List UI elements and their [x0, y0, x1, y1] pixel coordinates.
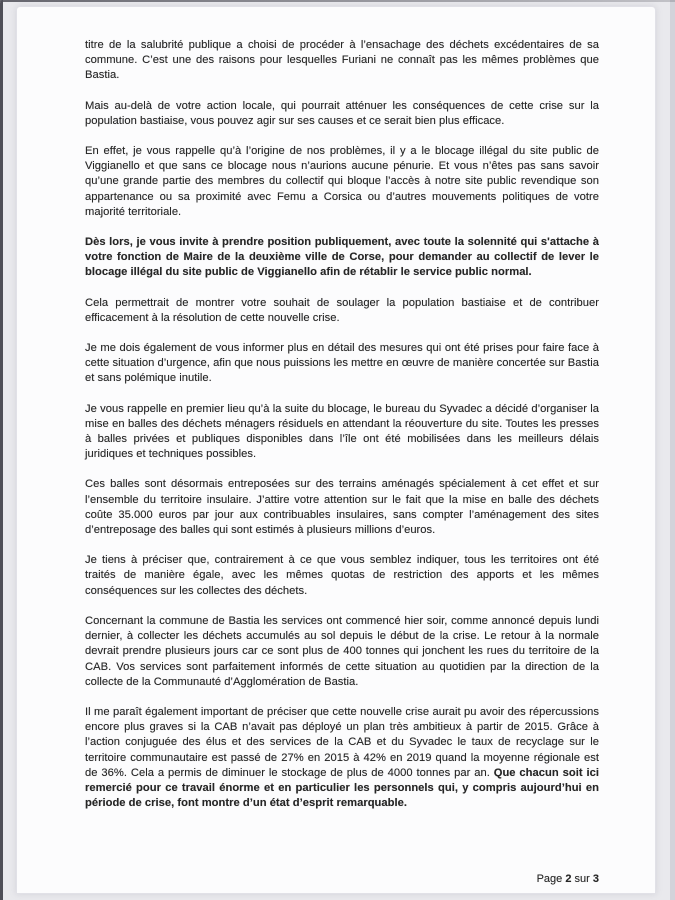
paragraph — [85, 477, 599, 538]
page-number-label: sur — [571, 873, 593, 885]
paragraph — [85, 402, 599, 463]
photo-edge-top — [0, 0, 675, 2]
photo-edge-right — [670, 0, 675, 900]
page-footer — [537, 873, 599, 885]
paragraph-text: Dès lors, je vous invite à prendre position publiquement, avec toute la solennité qui s'attache à votre fonction de Maire de la deuxième ville de Corse, pour demander au collectif de lever le blocage illégal du site public de Viggianello afin de rétablir le service public normal. — [85, 236, 599, 279]
photo-edge-left — [0, 0, 3, 900]
paragraph-text: Je tiens à préciser que, contrairement à ce que vous semblez indiquer, tous les territoires ont été traités de manière égale, avec les mêmes quotas de restriction des apports et les mêmes conséquences sur les collectes des déchets. — [85, 554, 599, 597]
paragraph-text: Concernant la commune de Bastia les services ont commencé hier soir, comme annoncé depuis lundi dernier, à collecter les déchets accumulés au sol depuis le début de la crise. Le retour à la normale devrait prendre plusieurs jours car ce sont plus de 400 tonnes qui jonchent les rues du territoire de la CAB. Vos services sont parfaitement informés de cette situation au quotidien par la direction de la collecte de la Communauté d’Agglomération de Bastia. — [85, 614, 599, 688]
paragraph — [85, 296, 599, 326]
page-number-label: 2 — [565, 873, 572, 885]
page-number-label: 3 — [592, 873, 599, 885]
paragraph-text: Je me dois également de vous informer plus en détail des mesures qui ont été prises pour faire face à cette situation d’urgence, afin que nous puissions les mettre en œuvre de manière concertée sur Bastia et sans polémique inutile. — [85, 342, 599, 385]
paragraph — [85, 614, 599, 690]
paragraph-text: Je vous rappelle en premier lieu qu’à la suite du blocage, le bureau du Syvadec a décidé d’organiser la mise en balles des déchets ménagers résiduels en attendant la réouverture du site. Toutes les presses à balles privées et publiques disponibles dans l’île ont été mobilisées dans les meilleurs délais juridiques et techniques possibles. — [85, 402, 599, 461]
paragraph-text: Ces balles sont désormais entreposées sur des terrains aménagés spécialement à cet effet et sur l’ensemble du territoire insulaire. J’attire votre attention sur le fait que la mise en balle des déchets coûte 35.000 euros par jour aux contribuables insulaires, sans compter l’aménagement des sites d’entreposage des balles qui sont estimés à plusieurs millions d’euros. — [85, 478, 599, 537]
paragraph-text: Il me paraît également important de préciser que cette nouvelle crise aurait pu avoir des répercussions encore plus graves si la CAB n’avait pas déployé un plan très ambitieux à partir de 2015. Grâce à l’action conjuguée des élus et des services de la CAB et du Syvadec le taux de recyclage sur le territoire communautaire est passé de 27% en 2015 à 42% en 2019 quand la moyenne régionale est de 36%. Cela a permis de diminuer le stockage de plus de 4000 tonnes par an. — [85, 705, 599, 779]
paragraph — [85, 553, 599, 599]
letter-body — [85, 38, 599, 826]
paragraph — [85, 235, 599, 281]
paragraph — [85, 99, 599, 129]
paragraph — [85, 144, 599, 220]
paragraph-text: Mais au-delà de votre action locale, qui pourrait atténuer les conséquences de cette crise sur la population bastiaise, vous pouvez agir sur ses causes et ce serait bien plus efficace. — [85, 99, 599, 127]
page-number-label: Page — [536, 873, 566, 885]
paragraph-text: Que chacun soit ici remercié pour ce travail énorme et en particulier les personnels qui, y compris aujourd’hui en période de crise, font montre d’un état d’esprit remarquable. — [85, 766, 599, 810]
paragraph-text: titre de la salubrité publique a choisi de procéder à l’ensachage des déchets excédentaires de sa commune. C’est une des raisons pour lesquelles Furiani ne connaît pas les mêmes problèmes que Bastia. — [85, 39, 599, 82]
paragraph — [85, 38, 599, 84]
paragraph — [85, 341, 599, 387]
paragraph — [85, 705, 599, 811]
letter-page — [16, 6, 656, 894]
paragraph-text: Cela permettrait de montrer votre souhait de soulager la population bastiaise et de contribuer efficacement à la résolution de cette nouvelle crise. — [85, 296, 599, 324]
paragraph-text: En effet, je vous rappelle qu’à l’origine de nos problèmes, il y a le blocage illégal du site public de Viggianello et que sans ce blocage nous n’aurions aucune pénurie. Et vous n’êtes pas sans savoir qu’une grande partie des membres du collectif qui bloque l’accès à notre site public revendique son appartenance ou sa proximité avec Femu a Corsica ou d’autres mouvements politiques de votre majorité territoriale. — [85, 145, 599, 218]
